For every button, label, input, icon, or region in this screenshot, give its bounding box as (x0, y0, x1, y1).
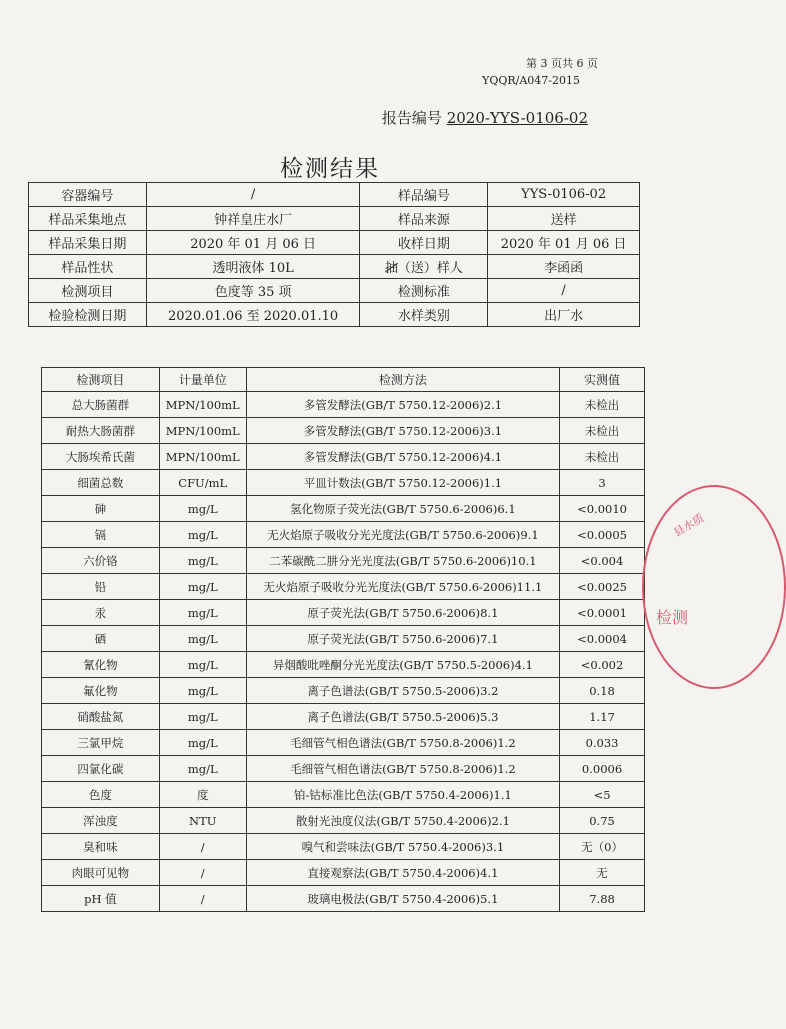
column-header: 检测方法 (246, 368, 559, 392)
table-row (42, 548, 645, 574)
result-value-cell: 1.17 (560, 704, 645, 730)
test-item-cell: 色度 (42, 782, 160, 808)
unit-cell: mg/L (159, 496, 246, 522)
table-row (42, 470, 645, 496)
info-value-cell: 透明液体 10L (146, 255, 360, 279)
info-label-cell: 检测项目 (29, 279, 147, 303)
table-row (42, 600, 645, 626)
table-row (42, 652, 645, 678)
table-row (42, 418, 645, 444)
unit-cell: 度 (159, 782, 246, 808)
document-code: YQQR/A047-2015 (482, 74, 580, 87)
table-row (42, 704, 645, 730)
test-item-cell: 大肠埃希氏菌 (42, 444, 160, 470)
method-cell: 二苯碳酰二肼分光光度法(GB/T 5750.6-2006)10.1 (246, 548, 559, 574)
info-label-cell: 检测标准 (360, 279, 488, 303)
result-value-cell: <0.0005 (560, 522, 645, 548)
method-cell: 散射光浊度仪法(GB/T 5750.4-2006)2.1 (246, 808, 559, 834)
unit-cell: mg/L (159, 704, 246, 730)
method-cell: 多管发酵法(GB/T 5750.12-2006)4.1 (246, 444, 559, 470)
result-value-cell: <5 (560, 782, 645, 808)
result-value-cell: 0.033 (560, 730, 645, 756)
method-cell: 多管发酵法(GB/T 5750.12-2006)3.1 (246, 418, 559, 444)
unit-cell: mg/L (159, 626, 246, 652)
test-item-cell: 镉 (42, 522, 160, 548)
result-value-cell: 3 (560, 470, 645, 496)
table-row (42, 392, 645, 418)
info-label-cell: 容器编号 (29, 183, 147, 207)
info-row (29, 183, 640, 207)
page-number: 第 3 页共 6 页 (526, 57, 598, 70)
info-label-cell: 样品编号 (360, 183, 488, 207)
seal-text: 县水质 (671, 511, 707, 540)
info-label-cell: 样品采集地点 (29, 207, 147, 231)
test-item-cell: 硒 (42, 626, 160, 652)
table-row (42, 756, 645, 782)
info-label-cell: 样品来源 (360, 207, 488, 231)
test-item-cell: 浑浊度 (42, 808, 160, 834)
method-cell: 毛细管气相色谱法(GB/T 5750.8-2006)1.2 (246, 756, 559, 782)
method-cell: 离子色谱法(GB/T 5750.5-2006)5.3 (246, 704, 559, 730)
table-row (42, 626, 645, 652)
test-item-cell: 臭和味 (42, 834, 160, 860)
info-value-cell: 2020 年 01 月 06 日 (146, 231, 360, 255)
result-value-cell: 无 (560, 860, 645, 886)
unit-cell: mg/L (159, 522, 246, 548)
result-value-cell: <0.0001 (560, 600, 645, 626)
column-header: 实测值 (560, 368, 645, 392)
test-item-cell: 砷 (42, 496, 160, 522)
method-cell: 原子荧光法(GB/T 5750.6-2006)8.1 (246, 600, 559, 626)
info-value-cell: 2020.01.06 至 2020.01.10 (146, 303, 360, 327)
test-item-cell: 氰化物 (42, 652, 160, 678)
test-item-cell: 细菌总数 (42, 470, 160, 496)
unit-cell: MPN/100mL (159, 392, 246, 418)
test-item-cell: 铅 (42, 574, 160, 600)
info-row (29, 255, 640, 279)
unit-cell: MPN/100mL (159, 418, 246, 444)
test-item-cell: 肉眼可见物 (42, 860, 160, 886)
result-value-cell: 0.18 (560, 678, 645, 704)
table-row (42, 834, 645, 860)
test-item-cell: 氟化物 (42, 678, 160, 704)
result-value-cell: 未检出 (560, 418, 645, 444)
method-cell: 无火焰原子吸收分光光度法(GB/T 5750.6-2006)11.1 (246, 574, 559, 600)
info-label-cell: 检验检测日期 (29, 303, 147, 327)
result-value-cell: 无（0） (560, 834, 645, 860)
unit-cell: mg/L (159, 756, 246, 782)
info-label-text: （送）样人 (397, 261, 463, 276)
test-item-cell: 耐热大肠菌群 (42, 418, 160, 444)
method-cell: 原子荧光法(GB/T 5750.6-2006)7.1 (246, 626, 559, 652)
result-value-cell: 未检出 (560, 444, 645, 470)
unit-cell: mg/L (159, 652, 246, 678)
unit-cell: mg/L (159, 730, 246, 756)
method-cell: 直接观察法(GB/T 5750.4-2006)4.1 (246, 860, 559, 886)
result-value-cell: <0.0010 (560, 496, 645, 522)
info-value-cell: 2020 年 01 月 06 日 (488, 231, 640, 255)
info-value-cell: / (146, 183, 360, 207)
info-row (29, 207, 640, 231)
unit-cell: / (159, 860, 246, 886)
method-cell: 离子色谱法(GB/T 5750.5-2006)3.2 (246, 678, 559, 704)
table-row (42, 522, 645, 548)
method-cell: 嗅气和尝味法(GB/T 5750.4-2006)3.1 (246, 834, 559, 860)
table-row (42, 444, 645, 470)
table-row (42, 860, 645, 886)
test-item-cell: pH 值 (42, 886, 160, 912)
method-cell: 多管发酵法(GB/T 5750.12-2006)2.1 (246, 392, 559, 418)
unit-cell: mg/L (159, 600, 246, 626)
table-row (42, 496, 645, 522)
unit-cell: / (159, 834, 246, 860)
report-number-label: 报告编号 (381, 109, 442, 127)
info-label-cell: 收样日期 (360, 231, 488, 255)
method-cell: 无火焰原子吸收分光光度法(GB/T 5750.6-2006)9.1 (246, 522, 559, 548)
info-label-cell: 样品性状 (29, 255, 147, 279)
info-value-cell: 色度等 35 项 (146, 279, 360, 303)
seal-edge-text: 检测 (656, 608, 689, 627)
info-value-cell: 李函函 (488, 255, 640, 279)
result-value-cell: 0.0006 (560, 756, 645, 782)
info-value-cell: / (488, 279, 640, 303)
test-item-cell: 硝酸盐氮 (42, 704, 160, 730)
result-value-cell: <0.0025 (560, 574, 645, 600)
official-seal-stamp (642, 485, 786, 689)
method-cell: 氢化物原子荧光法(GB/T 5750.6-2006)6.1 (246, 496, 559, 522)
results-header-row (42, 368, 645, 392)
unit-cell: / (159, 886, 246, 912)
result-value-cell: 未检出 (560, 392, 645, 418)
table-row (42, 782, 645, 808)
table-row (42, 886, 645, 912)
info-row (29, 231, 640, 255)
method-cell: 玻璃电极法(GB/T 5750.4-2006)5.1 (246, 886, 559, 912)
report-number (382, 107, 588, 128)
result-value-cell: 7.88 (560, 886, 645, 912)
result-value-cell: <0.0004 (560, 626, 645, 652)
test-item-cell: 汞 (42, 600, 160, 626)
info-value-cell: 钟祥皇庄水厂 (146, 207, 360, 231)
result-value-cell: 0.75 (560, 808, 645, 834)
result-value-cell: <0.004 (560, 548, 645, 574)
unit-cell: CFU/mL (159, 470, 246, 496)
method-cell: 平皿计数法(GB/T 5750.12-2006)1.1 (246, 470, 559, 496)
info-row (29, 279, 640, 303)
method-cell: 铂-钴标准比色法(GB/T 5750.4-2006)1.1 (246, 782, 559, 808)
unit-cell: NTU (159, 808, 246, 834)
table-row (42, 678, 645, 704)
test-item-cell: 总大肠菌群 (42, 392, 160, 418)
test-item-cell: 四氯化碳 (42, 756, 160, 782)
info-label-cell: 水样类别 (360, 303, 488, 327)
results-table (41, 367, 645, 912)
sample-info-table (28, 182, 640, 327)
test-item-cell: 六价铬 (42, 548, 160, 574)
info-value-cell: 送样 (488, 207, 640, 231)
info-value-cell: 出厂水 (488, 303, 640, 327)
report-number-value: 2020-YYS-0106-02 (446, 109, 588, 127)
result-value-cell: <0.002 (560, 652, 645, 678)
table-row (42, 730, 645, 756)
page-title: 检测结果 (280, 156, 380, 182)
unit-cell: MPN/100mL (159, 444, 246, 470)
unit-cell: mg/L (159, 678, 246, 704)
info-label-cell (360, 255, 488, 279)
method-cell: 异烟酸吡唑酮分光光度法(GB/T 5750.5-2006)4.1 (246, 652, 559, 678)
struck-character: 抽 (385, 257, 398, 276)
column-header: 计量单位 (159, 368, 246, 392)
info-row (29, 303, 640, 327)
test-item-cell: 三氯甲烷 (42, 730, 160, 756)
info-value-cell: YYS-0106-02 (488, 183, 640, 207)
unit-cell: mg/L (159, 574, 246, 600)
table-row (42, 574, 645, 600)
info-label-cell: 样品采集日期 (29, 231, 147, 255)
method-cell: 毛细管气相色谱法(GB/T 5750.8-2006)1.2 (246, 730, 559, 756)
column-header: 检测项目 (42, 368, 160, 392)
unit-cell: mg/L (159, 548, 246, 574)
table-row (42, 808, 645, 834)
